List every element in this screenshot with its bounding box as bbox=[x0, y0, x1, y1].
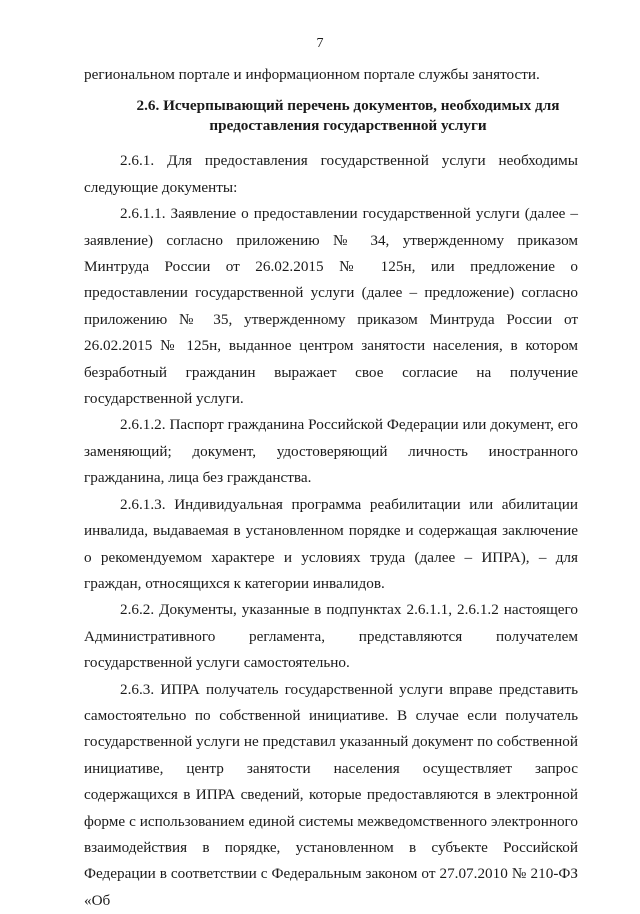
paragraph-2-6-3: 2.6.3. ИПРА получатель государственной услуги вправе представить самостоятельно по собственной инициативе. В случае если получатель государственной услуги не представил указанный документ по собственной инициативе, центр занятости населения осуществляет запрос содержащихся в ИПРА сведений, которые предоставляются в электронной форме с использованием единой системы межведомственного электронного взаимодействия в порядке, установленном в субъекте Российской Федерации в соответствии с Федеральным законом от 27.07.2010 № 210-ФЗ «Об bbox=[84, 680, 578, 909]
page-number: 7 bbox=[316, 36, 324, 51]
paragraph-2-6-1: 2.6.1. Для предоставления государственной услуги необходимы следующие документы: bbox=[84, 152, 578, 196]
section-heading: 2.6. Исчерпывающий перечень документов, необходимых для предоставления государственной услуги bbox=[136, 97, 560, 135]
document-body bbox=[84, 62, 578, 914]
paragraph-2-6-2: 2.6.2. Документы, указанные в подпунктах 2.6.1.1, 2.6.1.2 настоящего Административного регламента, представляются получателем государственной услуги самостоятельно. bbox=[84, 601, 578, 672]
continuation-paragraph: региональном портале и информационном портале службы занятости. bbox=[84, 66, 540, 83]
paragraph-2-6-1-3: 2.6.1.3. Индивидуальная программа реабилитации или абилитации инвалида, выдаваемая в установленном порядке и содержащая заключение о рекомендуемом характере и условиях труда (далее – ИПРА), – для граждан, относящихся к категории инвалидов. bbox=[84, 495, 578, 592]
paragraph-2-6-1-2: 2.6.1.2. Паспорт гражданина Российской Федерации или документ, его заменяющий; документ, удостоверяющий личность иностранного гражданина, лица без гражданства. bbox=[84, 416, 578, 487]
paragraph-2-6-1-1: 2.6.1.1. Заявление о предоставлении государственной услуги (далее – заявление) согласно приложению № 34, утвержденному приказом Минтруда России от 26.02.2015 № 125н, или предложение о предоставлении государственной услуги (далее – предложение) согласно приложению № 35, утвержденному приказом Минтруда России от 26.02.2015 № 125н, выданное центром занятости населения, в котором безработный гражданин выражает свое согласие на получение государственной услуги. bbox=[84, 205, 578, 408]
